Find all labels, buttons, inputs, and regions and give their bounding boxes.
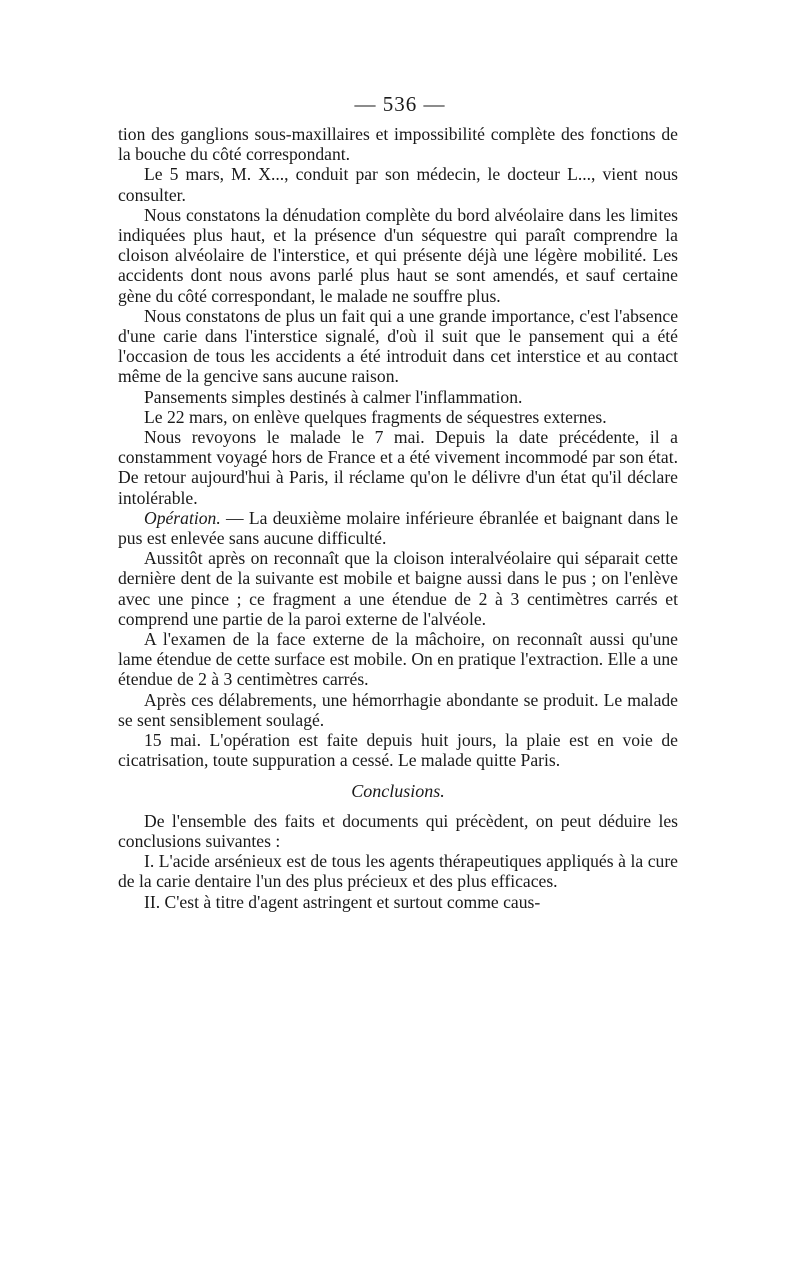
conclusions-heading: Conclusions. [351,780,445,801]
paragraph: Après ces délabrements, une hémorrhagie abondante se produit. Le malade se sent sensiblement soulagé. [118,689,678,730]
conclusion-paragraph: II. C'est à titre d'agent astringent et surtout comme caus- [144,891,541,912]
paragraph: Nous constatons de plus un fait qui a une grande importance, c'est l'absence d'une carie dans l'interstice signalé, d'où il suit que le pansement qui a été l'occasion de tous les accidents a été introduit dans cet interstice et au contact même de la gencive sans aucune raison. [118,305,678,387]
operation-label: Opération. [144,507,221,528]
paragraph: Aussitôt après on reconnaît que la cloison interalvéolaire qui séparait cette dernière dent de la suivante est mobile et baigne aussi dans le pus ; on l'enlève avec une pince ; ce fragment a une étendue de 2 à 3 centimètres carrés et comprend une partie de la paroi externe de l'alvéole. [118,548,678,629]
body-text [118,124,678,912]
conclusion-paragraph: I. L'acide arsénieux est de tous les agents thérapeutiques appliqués à la cure de la carie dentaire l'un des plus précieux et des plus efficaces. [118,851,678,892]
paragraph: Le 5 mars, M. X..., conduit par son médecin, le docteur L..., vient nous consulter. [118,164,678,205]
paragraph: Nous revoyons le malade le 7 mai. Depuis la date précédente, il a constamment voyagé hors de France et a été vivement incommodé par son état. De retour aujourd'hui à Paris, il réclame qu'on le délivre d'un état qu'il déclare intolérable. [118,427,678,508]
paragraph-operation: Opération. — La deuxième molaire inférieure ébranlée et baignant dans le pus est enlevée sans aucune difficulté. [118,507,678,549]
paragraph: Pansements simples destinés à calmer l'inflammation. [144,386,523,407]
paragraph: Le 22 mars, on enlève quelques fragments de séquestres externes. [144,406,607,427]
conclusion-paragraph: De l'ensemble des faits et documents qui précèdent, on peut déduire les conclusions suivantes : [118,810,678,851]
paragraph: A l'examen de la face externe de la mâchoire, on reconnaît aussi qu'une lame étendue de cette surface est mobile. On en pratique l'extraction. Elle a une étendue de 2 à 3 centimètres carrés. [118,629,678,690]
paragraph: 15 mai. L'opération est faite depuis huit jours, la plaie est en voie de cicatrisation, toute suppuration a cessé. Le malade quitte Paris. [118,730,678,771]
paragraph: tion des ganglions sous-maxillaires et impossibilité complète des fonctions de la bouche du côté correspondant. [118,124,678,165]
paragraph: Nous constatons la dénudation complète du bord alvéolaire dans les limites indiquées plus haut, et la présence d'un séquestre qui paraît comprendre la cloison alvéolaire de l'interstice, et qui présente déjà une légère mobilité. Les accidents dont nous avons parlé plus haut se sont amendés, et sauf certaine gène du côté correspondant, le malade ne souffre plus. [118,204,678,306]
page-number: — 536 — [354,92,446,116]
